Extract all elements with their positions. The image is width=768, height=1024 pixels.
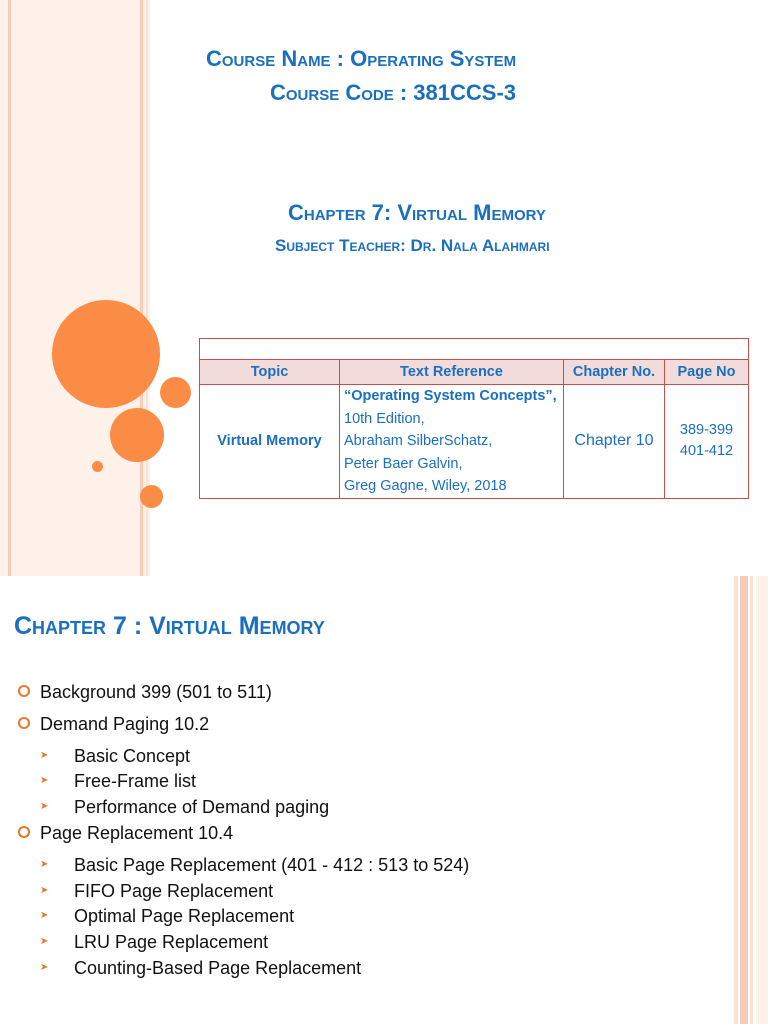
header-text-reference: Text Reference [340, 360, 564, 385]
sub-list-item-label: Counting-Based Page Replacement [74, 958, 362, 978]
sub-list-item-label: Performance of Demand paging [74, 797, 330, 817]
page-range-2: 401-412 [679, 443, 734, 460]
sub-list-item-label: Basic Concept [74, 746, 191, 766]
list-item [18, 714, 209, 735]
sub-list-item [40, 797, 329, 818]
text-reference-cell [340, 385, 564, 499]
sub-list-item [40, 906, 294, 927]
book-edition: 10th Edition, [344, 410, 425, 427]
arrow-bullet-icon: ➤ [40, 909, 49, 921]
arrow-bullet-icon: ➤ [40, 749, 49, 761]
sub-list-item [40, 746, 190, 767]
decorative-circle-small [140, 485, 163, 508]
decorative-stripe [750, 576, 753, 1024]
decorative-stripe [756, 576, 768, 1024]
subject-teacher: Subject Teacher: Dr. Nala Alahmari [275, 236, 550, 255]
sub-list-item-label: FIFO Page Replacement [74, 881, 274, 901]
list-item [18, 823, 233, 844]
list-item-label: Demand Paging 10.2 [40, 714, 210, 734]
sub-list-item [40, 771, 196, 792]
arrow-bullet-icon: ➤ [40, 884, 49, 896]
course-code: Course Code : 381CCS-3 [270, 80, 517, 105]
sub-list-item [40, 881, 273, 902]
book-title: “Operating System Concepts”, [344, 388, 557, 404]
circle-bullet-icon [18, 717, 30, 729]
table-row [200, 385, 749, 499]
sub-list-item-label: Basic Page Replacement (401 - 412 : 513 to 524) [74, 855, 470, 875]
list-item-label: Background 399 (501 to 511) [40, 682, 272, 702]
table-blank-row [200, 339, 749, 360]
header-topic: Topic [200, 360, 340, 385]
sub-list-item [40, 958, 361, 979]
chapter-cell: Chapter 10 [564, 385, 665, 499]
sub-list-item-label: LRU Page Replacement [74, 932, 269, 952]
decorative-stripe [740, 576, 748, 1024]
list-item-label: Page Replacement 10.4 [40, 823, 234, 843]
sub-list-item-label: Optimal Page Replacement [74, 906, 295, 926]
header-chapter-no: Chapter No. [564, 360, 665, 385]
book-author-2: Peter Baer Galvin, [344, 455, 463, 472]
arrow-bullet-icon: ➤ [40, 774, 49, 786]
sub-list-item [40, 932, 268, 953]
arrow-bullet-icon: ➤ [40, 961, 49, 973]
slide-title: Chapter 7 : Virtual Memory [14, 612, 325, 640]
decorative-circle-tiny [92, 461, 103, 472]
header-page-no: Page No [665, 360, 749, 385]
list-item [18, 682, 272, 703]
arrow-bullet-icon: ➤ [40, 858, 49, 870]
decorative-stripe [8, 0, 11, 576]
reference-table [199, 338, 749, 499]
decorative-circle-small [160, 377, 191, 408]
outline-slide [0, 576, 768, 1024]
book-author-1: Abraham SilberSchatz, [344, 433, 493, 449]
course-name: Course Name : Operating System [206, 46, 517, 71]
chapter-title: Chapter 7: Virtual Memory [288, 200, 546, 225]
circle-bullet-icon [18, 826, 30, 838]
sub-list-item-label: Free-Frame list [74, 771, 197, 791]
arrow-bullet-icon: ➤ [40, 800, 49, 812]
page-cell [665, 385, 749, 499]
decorative-stripe [734, 576, 738, 1024]
arrow-bullet-icon: ➤ [40, 935, 49, 947]
page-range-1: 389-399 [679, 422, 734, 439]
circle-bullet-icon [18, 685, 30, 697]
decorative-circle-medium [110, 408, 164, 462]
decorative-circle-large [52, 300, 160, 408]
sub-list-item [40, 855, 469, 876]
topic-cell: Virtual Memory [200, 385, 340, 499]
book-publisher: Greg Gagne, Wiley, 2018 [344, 478, 507, 494]
